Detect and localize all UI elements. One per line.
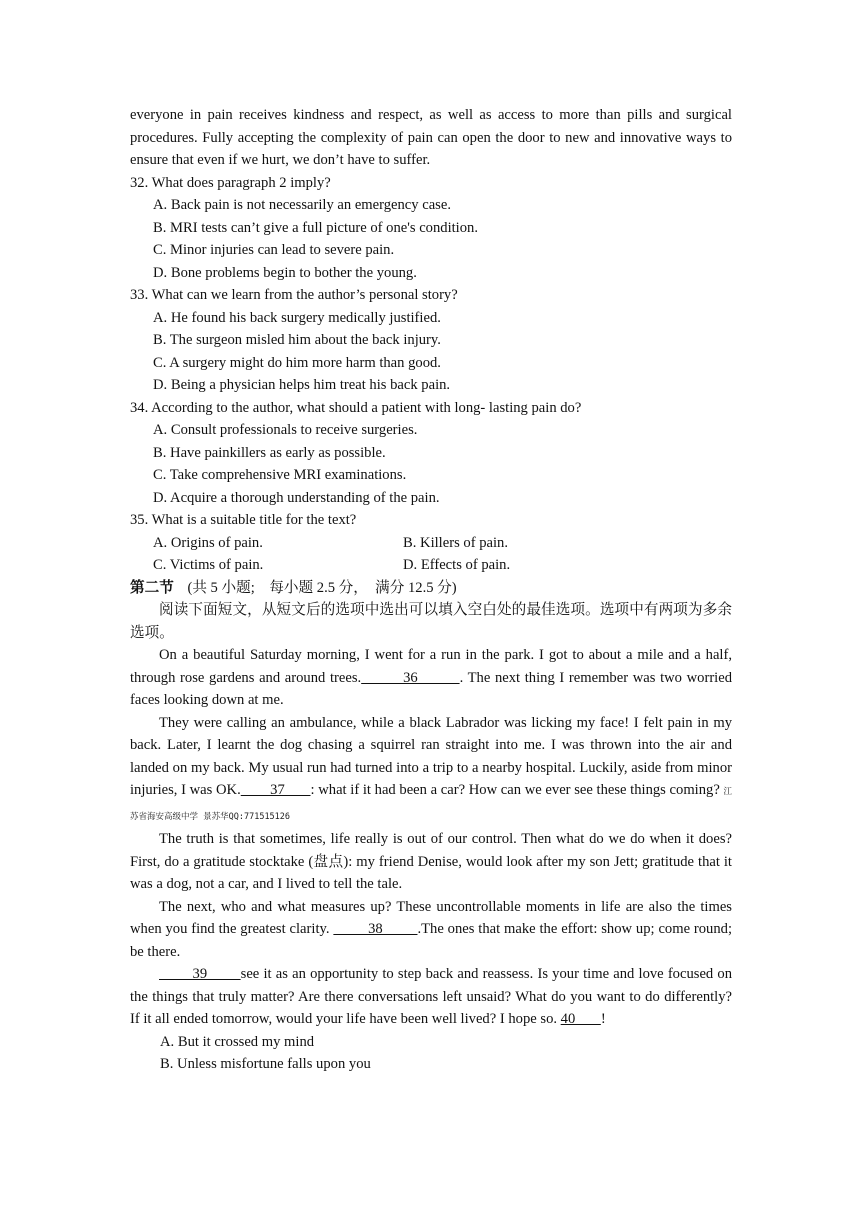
- question-34: [130, 397, 732, 510]
- option-a: A. Consult professionals to receive surgeries.: [153, 422, 418, 438]
- blank-40: 40: [560, 1011, 601, 1027]
- question-stem: 33. What can we learn from the author’s personal story?: [130, 287, 458, 303]
- question-32: [130, 172, 732, 285]
- section-title: 第二节: [130, 579, 174, 596]
- document-page: [130, 104, 732, 1076]
- passage-paragraph-5: 39 see it as an opportunity to step back and reassess. Is your time and love focused on the things that truly matter? Are there conversations left unsaid? What do you want to do differently? If it all ended tomorrow, would your life have been well lived? I hope so. 40 !: [130, 966, 732, 1027]
- blank-38: 38: [333, 921, 418, 937]
- option-c: C. Victims of pain.: [153, 557, 264, 573]
- option-d: D. Being a physician helps him treat his back pain.: [153, 377, 451, 393]
- blank-37: 37: [240, 782, 311, 798]
- question-33: [130, 284, 732, 397]
- option-a: A. Origins of pain.: [153, 534, 263, 551]
- option-b: B. MRI tests can’t give a full picture of one's condition.: [153, 219, 478, 236]
- section-header: [130, 577, 732, 600]
- passage-paragraph-2: They were calling an ambulance, while a black Labrador was licking my face! I felt pain in my back. Later, I learnt the dog chasing a squirrel ran straight into me. I was thrown into the air and landed on my back. My usual run had turned into a trip to a nearby hospital. Luckily, aside from minor injuries, I was OK. 37 : what if it had been a car? How can we ever see these things coming? 江苏省海安高级中学 景苏华QQ:771515126: [130, 714, 732, 822]
- section-instruction: 阅读下面短文，从短文后的选项中选出可以填入空白处的最佳选项。选项中有两项为多余选项。: [130, 602, 732, 641]
- blank-39: 39: [159, 966, 241, 982]
- question-stem: 34. According to the author, what should a patient with long- lasting pain do?: [130, 399, 582, 416]
- option-b: B. Killers of pain.: [403, 534, 508, 551]
- option-c: C. A surgery might do him more harm than good.: [153, 354, 441, 371]
- option-a: A. Back pain is not necessarily an emergency case.: [153, 197, 451, 213]
- question-stem: 32. What does paragraph 2 imply?: [130, 174, 331, 191]
- answer-option-b: B. Unless misfortune falls upon you: [160, 1056, 371, 1072]
- option-d: D. Acquire a thorough understanding of the pain.: [153, 489, 440, 506]
- option-b: B. Have painkillers as early as possible.: [153, 444, 386, 461]
- question-stem: 35. What is a suitable title for the text?: [130, 512, 357, 528]
- option-b: B. The surgeon misled him about the back injury.: [153, 332, 441, 348]
- passage-paragraph-4: The next, who and what measures up? These uncontrollable moments in life are also the times when you find the greatest clarity. 38 .The ones that make the effort: show up; come round; be there.: [130, 898, 733, 960]
- question-35: [130, 509, 732, 577]
- option-d: D. Bone problems begin to bother the young.: [153, 264, 417, 281]
- passage-paragraph-1: On a beautiful Saturday morning, I went for a run in the park. I got to about a mile and a half, through rose gardens and around trees. 36 . The next thing I remember was two worried faces looking down at me.: [130, 647, 733, 708]
- option-a: A. He found his back surgery medically justified.: [153, 309, 441, 326]
- option-c: C. Minor injuries can lead to severe pain.: [153, 242, 395, 258]
- answer-option-a: A. But it crossed my mind: [160, 1033, 315, 1050]
- blank-36: 36: [361, 669, 460, 686]
- section-meta: (共 5 小题; 每小题 2.5 分， 满分 12.5 分): [187, 579, 457, 596]
- watermark-text: 江苏省海安高级中学 景苏华QQ:771515126: [130, 787, 732, 822]
- passage-paragraph-3: The truth is that sometimes, life really is out of our control. Then what do we do when it does? First, do a gratitude stocktake (盘点): my friend Denise, would look after my son Jett; gratitude that it was a dog, not a car, and I lived to tell the tale.: [130, 831, 732, 892]
- intro-paragraph: everyone in pain receives kindness and respect, as well as access to more than pills and surgical procedures. Fully accepting the complexity of pain can open the door to new and innovative ways to ensure that even if we hurt, we don’t have to suffer.: [130, 107, 732, 168]
- option-c: C. Take comprehensive MRI examinations.: [153, 467, 407, 483]
- option-d: D. Effects of pain.: [403, 557, 511, 573]
